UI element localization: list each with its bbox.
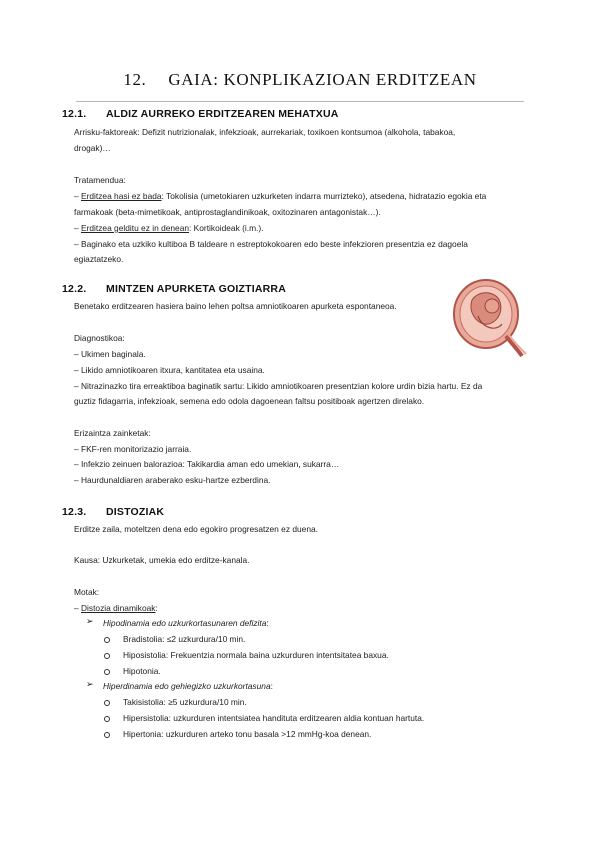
- section-number: 12.2.: [62, 283, 87, 295]
- risk-factors-line-2: drogak)…: [74, 143, 111, 153]
- section-12-3-intro: Erditze zaila, moteltzen dena edo egokiro progresatzen ez duena.: [74, 524, 318, 534]
- arrow-bullet-icon: ➢: [86, 616, 94, 626]
- dash: –: [74, 191, 81, 201]
- cause-line: Kausa: Uzkurketak, umekia edo erditze-kanala.: [74, 555, 250, 565]
- hypodynamia-item-2: Hiposistolia: Frekuentzia normala baina uzkurduren intentsitatea baxua.: [123, 650, 389, 660]
- dash: –: [74, 223, 81, 233]
- section-title: DISTOZIAK: [106, 506, 165, 518]
- treatment-item-3-line-1: – Baginako eta uzkiko kultiboa B taldeare n estreptokokoaren edo beste infekzioren presentzia ez dagoela: [74, 239, 468, 249]
- diagnosis-item-2: – Likido amniotikoaren itxura, kantitatea eta usaina.: [74, 365, 265, 375]
- diagnosis-item-3-line-1: – Nitrazinazko tira erreaktiboa baginatik sartu: Likido amniotikoaren presentzian kolore urdin bizia hartu. Ez da: [74, 381, 483, 391]
- arrow-bullet-icon: ➢: [86, 679, 94, 689]
- risk-factors-line-1: Arrisku-faktoreak: Defizit nutrizionalak, infekzioak, aurrekariak, toxikoen kontsumoa (alkohola, tabakoa,: [74, 127, 456, 137]
- hyperdynamia-item-2: Hipersistolia: uzkurduren intentsiatea handituta erditzearen aldia kontuan hartuta.: [123, 713, 425, 723]
- section-heading-12-2: [62, 283, 286, 295]
- dynamic-dystocia-item: [74, 601, 530, 617]
- section-12-2-intro: Benetako erditzearen hasiera baino lehen poltsa amniotikoaren apurketa espontaneoa.: [74, 301, 397, 311]
- circle-bullet-icon: [104, 637, 110, 643]
- circle-bullet-icon: [104, 716, 110, 722]
- treatment-item-1-line-2: farmakoak (beta-mimetikoak, antiprostaglandinikoak, oxitozinaren antagonistak…).: [74, 207, 381, 217]
- types-label: Motak:: [74, 587, 100, 597]
- chapter-number: 12.: [123, 70, 147, 89]
- diagnosis-item-1: – Ukimen baginala.: [74, 349, 146, 359]
- nursing-care-item-1: – FKF-ren monitorizazio jarraia.: [74, 444, 192, 454]
- section-heading-12-3: [62, 506, 164, 518]
- treatment-label: Tratamendua:: [74, 175, 126, 185]
- hypodynamia-heading: Hipodinamia edo uzkurkortasunaren defizita:: [103, 618, 269, 628]
- treatment-item-2-text: : Kortikoideak (i.m.).: [189, 223, 264, 233]
- treatment-item-2-underlined: Erditzea gelditu ez in denean: [81, 223, 190, 233]
- section-title: ALDIZ AURREKO ERDITZEAREN MEHATXUA: [106, 108, 339, 120]
- hypodynamia-item-3: Hipotonia.: [123, 666, 161, 676]
- diagnosis-label: Diagnostikoa:: [74, 333, 125, 343]
- hyperdynamia-item-3: Hipertonia: uzkurduren arteko tonu basala >12 mmHg-koa denean.: [123, 729, 372, 739]
- colon: :: [155, 603, 158, 613]
- treatment-item-3-line-2: egiaztatzeko.: [74, 254, 124, 264]
- circle-bullet-icon: [104, 669, 110, 675]
- nursing-care-item-3: – Haurdunaldiaren araberako esku-hartze ezberdina.: [74, 475, 271, 485]
- hyperdynamia-heading: Hiperdinamia edo gehiegizko uzkurkortasuna:: [103, 681, 273, 691]
- chapter-title: GAIA: KONPLIKAZIOAN ERDITZEAN: [168, 70, 477, 89]
- circle-bullet-icon: [104, 732, 110, 738]
- dynamic-dystocia-label: Distozia dinamikoak: [81, 603, 156, 613]
- nursing-care-item-2: – Infekzio zeinuen balorazioa: Takikardia aman edo umekian, sukarra…: [74, 459, 340, 469]
- diagnosis-item-3-line-2: guztiz fidagarria, infekzioak, semena edo odola dagoenean faltsu positiboak agertzen direlako.: [74, 396, 425, 406]
- section-number: 12.3.: [62, 506, 87, 518]
- dash: –: [74, 603, 81, 613]
- circle-bullet-icon: [104, 653, 110, 659]
- treatment-item-1-text: : Tokolisia (umetokiaren uzkurketen indarra murrizteko), atsedena, hidratazio egokia eta: [161, 191, 487, 201]
- section-title: MINTZEN APURKETA GOIZTIARRA: [106, 283, 286, 295]
- section-heading-12-1: [62, 108, 339, 120]
- hyperdynamia-item-1: Takisistolia: ≥5 uzkurdura/10 min.: [123, 697, 247, 707]
- treatment-item-1-underlined: Erditzea hasi ez bada: [81, 191, 162, 201]
- page-title: [0, 70, 600, 90]
- circle-bullet-icon: [104, 700, 110, 706]
- treatment-item-2: [74, 221, 530, 237]
- section-number: 12.1.: [62, 108, 87, 120]
- treatment-item-1: [74, 189, 530, 205]
- nursing-care-label: Erizaintza zainketak:: [74, 428, 151, 438]
- hypodynamia-item-1: Bradistolia: ≤2 uzkurdura/10 min.: [123, 634, 246, 644]
- title-divider: [76, 101, 524, 102]
